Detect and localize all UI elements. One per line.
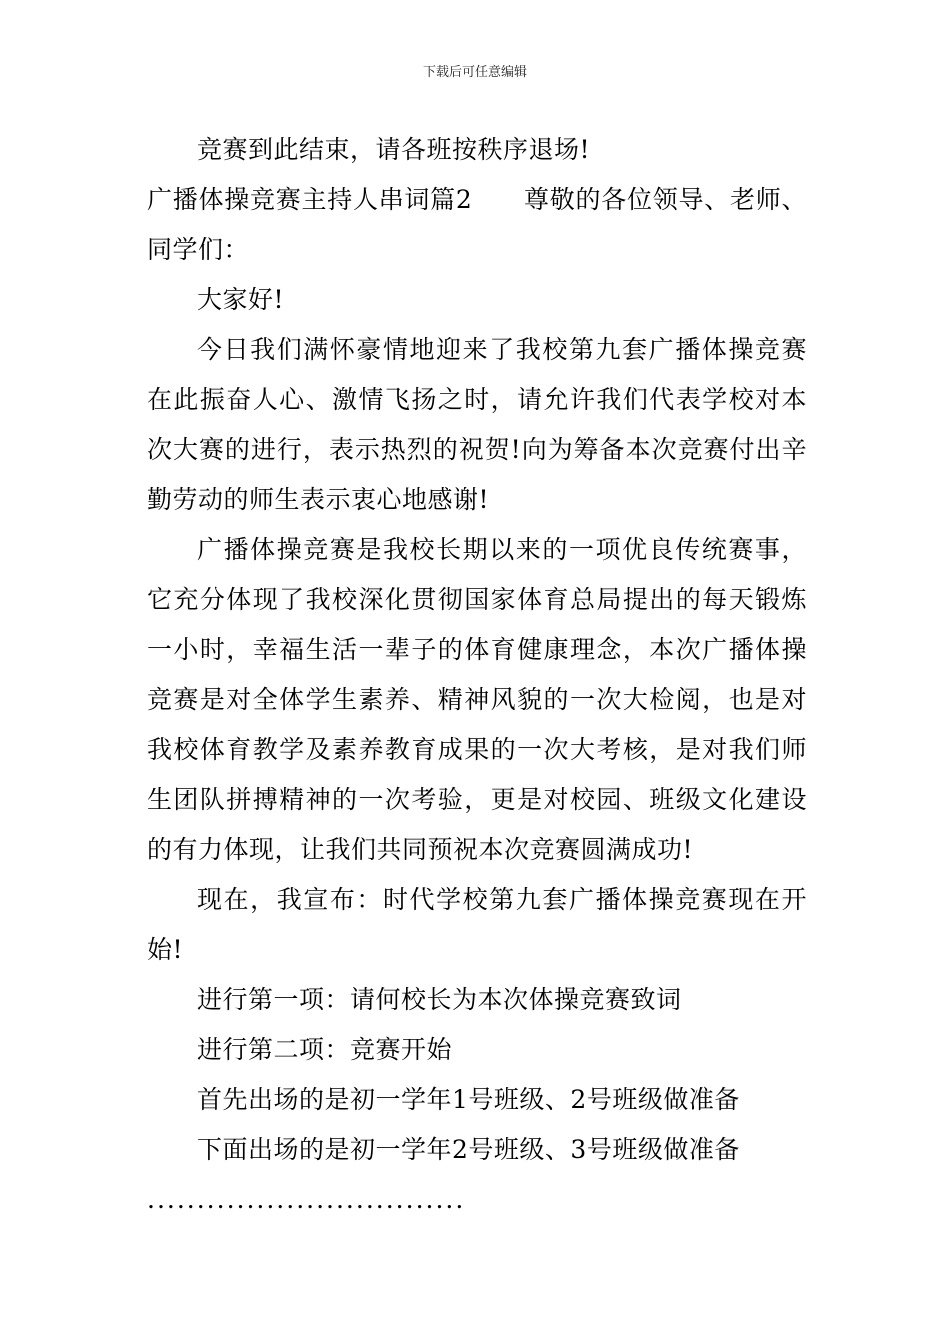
tradition-paragraph: 广播体操竞赛是我校长期以来的一项优良传统赛事，它充分体现了我校深化贯彻国家体育总局提出的每天锻炼一小时，幸福生活一辈子的体育健康理念，本次广播体操竞赛是对全体学生素养、精神风貌的一次大检阅，也是对我校体育教学及素养教育成果的一次大考核，是对我们师生团队拼搏精神的一次考验，更是对校园、班级文化建设的有力体现，让我们共同预祝本次竞赛圆满成功! <box>147 535 807 864</box>
announcement-paragraph: 现在，我宣布：时代学校第九套广播体操竞赛现在开始! <box>147 885 807 964</box>
document-body <box>147 125 807 1225</box>
agenda-item-first: 进行第一项：请何校长为本次体操竞赛致词 <box>197 985 682 1014</box>
agenda-item-second: 进行第二项：竞赛开始 <box>197 1035 453 1064</box>
greeting-paragraph: 大家好! <box>197 285 285 314</box>
class-order-second: 下面出场的是初一学年2号班级、3号班级做准备 <box>197 1135 740 1164</box>
section-title-paragraph: 广播体操竞赛主持人串词篇2 尊敬的各位领导、老师、同学们： <box>147 185 807 264</box>
closing-paragraph: 竞赛到此结束，请各班按秩序退场! <box>197 135 591 164</box>
page-header-note: 下载后可任意编辑 <box>422 65 527 80</box>
class-order-first: 首先出场的是初一学年1号班级、2号班级做准备 <box>197 1085 740 1114</box>
ellipsis-line: ................................ <box>147 1185 466 1214</box>
opening-paragraph: 今日我们满怀豪情地迎来了我校第九套广播体操竞赛在此振奋人心、激情飞扬之时，请允许我们代表学校对本次大赛的进行，表示热烈的祝贺!向为筹备本次竞赛付出辛勤劳动的师生表示衷心地感谢! <box>147 335 807 514</box>
